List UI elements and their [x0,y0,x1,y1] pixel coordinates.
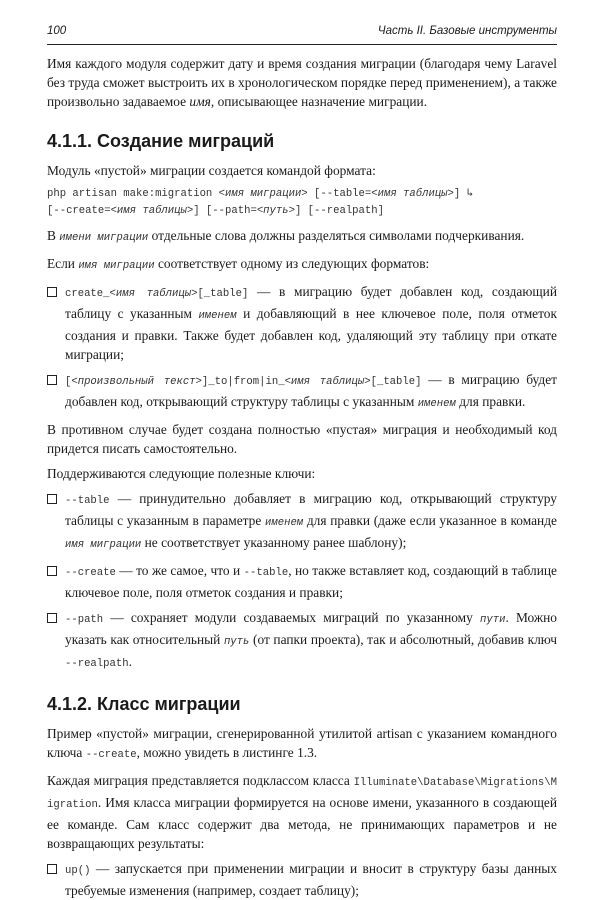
paragraph: Пример «пустой» миграции, сгенерированной утилитой artisan с указанием командного ключа --create, можно увидеть в листинге 1.3. [47,726,557,761]
paragraph: В имени миграции отдельные слова должны разделяться символами подчеркивания. [47,228,525,244]
checkbox-bullet-icon [47,287,57,297]
section-heading-4-1-2: 4.1.2. Класс миграции [47,694,241,714]
book-page [47,22,557,900]
checkbox-bullet-icon [47,613,57,623]
page-number: 100 [47,25,67,37]
list-item: [<произвольный текст>]_to|from|in_<имя таблицы>[_table] — в миграцию будет добавлен код, открывающий структуру таблицы с указанным именем для правки. [47,370,557,414]
list-item: create_<имя таблицы>[_table] — в миграцию будет добавлен код, создающий таблицу с указанным именем и добавляющий в нее ключевое поле, поля отметок создания и правки. Также будет добавлен код, удаляющий эту таблицу при откате миграции; [47,282,557,364]
list-item: --create — то же самое, что и --table, но также вставляет код, создающий в таблице ключевое поле, поля отметок создания и правки; [47,561,557,602]
paragraph: Модуль «пустой» миграции создается командой формата: [47,163,376,178]
paragraph: В противном случае будет создана полностью «пустая» миграция и необходимый код придется писать самостоятельно. [47,422,557,456]
keys-list [47,489,557,674]
paragraph: Поддерживаются следующие полезные ключи: [47,466,316,481]
running-header [47,22,557,45]
methods-list [47,859,557,900]
section-heading-4-1-1: 4.1.1. Создание миграций [47,131,275,151]
list-item: up() — запускается при применении миграции и вносит в структуру базы данных требуемые изменения (например, создает таблицу); [47,859,557,900]
command-syntax: php artisan make:migration <имя миграции> [--table=<имя таблицы>] ↳ [--create=<имя таблицы>] [--path=<путь>] [--realpath] [47,188,474,217]
list-item: --table — принудительно добавляет в миграцию код, открывающий структуру таблицы с указанным в параметре именем для правки (даже если указанное в команде имя миграции не соответствует указанному ранее шаблону); [47,489,557,555]
checkbox-bullet-icon [47,375,57,385]
intro-paragraph: Имя каждого модуля содержит дату и время создания миграции (благодаря чему Laravel без труда сможет выстроить их в хронологическом порядке перед применением), а также произвольно задаваемое имя, описывающее назначение миграции. [47,56,557,109]
paragraph: Если имя миграции соответствует одному из следующих форматов: [47,256,430,272]
checkbox-bullet-icon [47,494,57,504]
checkbox-bullet-icon [47,864,57,874]
running-title: Часть II. Базовые инструменты [377,25,557,37]
checkbox-bullet-icon [47,566,57,576]
format-list [47,282,557,414]
line-wrap-icon: ↳ [466,188,474,200]
paragraph: Каждая миграция представляется подклассом класса Illuminate\Database\Migrations\Migration. Имя класса миграции формируется на основе имени, указанного в создающей ее команде. Сам класс содержит два метода, не принимающих параметров и не возвращающих результаты: [47,773,557,851]
list-item: --path — сохраняет модули создаваемых миграций по указанному пути. Можно указать как относительный путь (от папки проекта), так и абсолютный, добавив ключ --realpath. [47,608,557,674]
